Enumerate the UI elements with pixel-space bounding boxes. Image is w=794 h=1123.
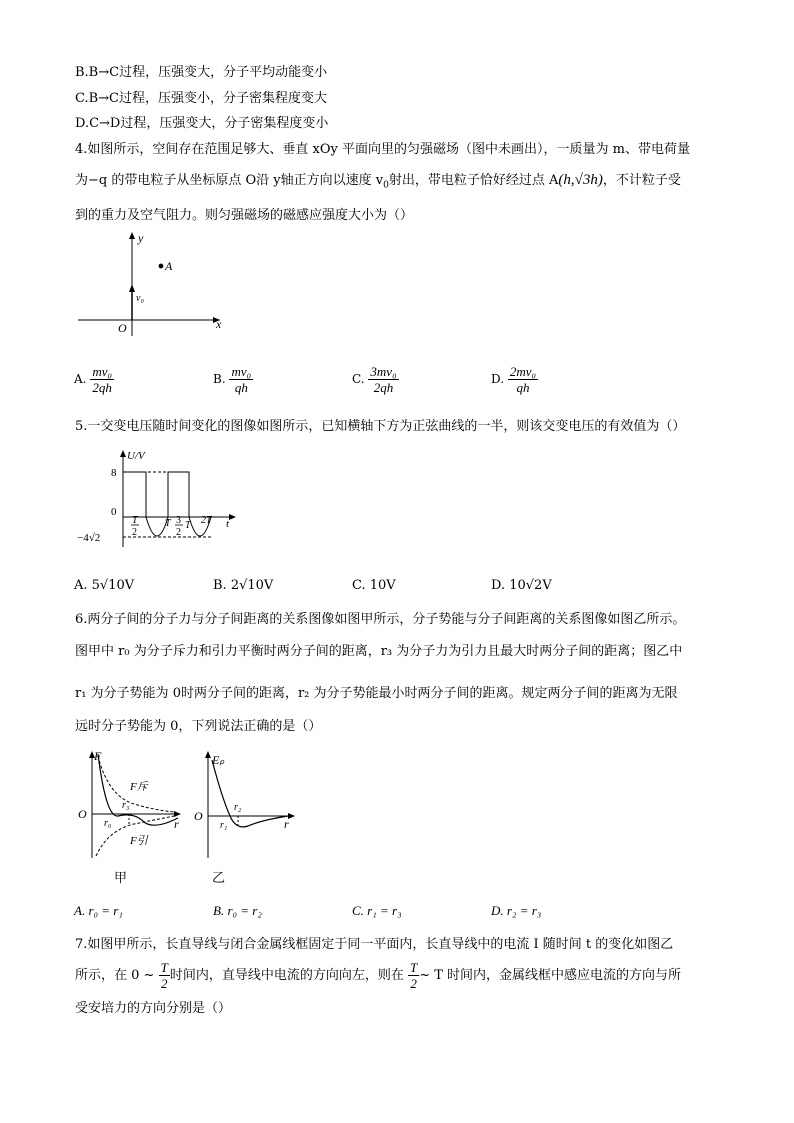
q4-fig-point: A: [165, 259, 173, 273]
q7-stem-line1: 7.如图甲所示，长直导线与闭合金属线框固定于同一平面内，长直导线中的电流 I 随时间 t 的变化如图乙: [75, 937, 674, 952]
q6-stem-line2: 图甲中 r₀ 为分子斥力和引力平衡时两分子间的距离，r₃ 为分子力为引力且最大时两分子间的距离；图乙中: [75, 644, 683, 659]
q5-figure: [75, 445, 245, 555]
q7-stem-line2: 所示，在 0 ~ $\frac{T}{2}$ 时间内，直导线中电流的方向向左，则在 $\frac{T}{2}$ ~ T 时间内，金属线框中感应电流的方向与所: [75, 960, 682, 991]
q5-option-b: B. 2√10V: [213, 578, 274, 593]
q6-figb-r1: r₁: [220, 820, 228, 831]
q4-fig-origin: O: [118, 321, 127, 335]
q6-figb-r2: r₂: [234, 802, 242, 813]
q6-option-c: C. r₁ = r₃: [352, 903, 402, 918]
q3-option-c: C.B→C过程，压强变小，分子密集程度变大: [75, 91, 328, 106]
q6-figa-r0: r₀: [104, 818, 112, 829]
q4-option-c: C. $\frac{\text{3mv₀}}{2qh}$: [352, 364, 397, 395]
q6-stem-line3: r₁ 为分子势能为 0时两分子间的距离，r₂ 为分子势能最小时两分子间的距离。规定两分子间的距离为无限: [75, 686, 678, 701]
q5-fig-t-three-den: 2: [176, 527, 181, 538]
q5-option-c: C. 10V: [352, 578, 396, 593]
q4-stem-line1: 4.如图所示，空间存在范围足够大、垂直 xOy 平面向里的匀强磁场（图中未画出），一质量为 m、带电荷量: [75, 142, 690, 157]
q4-fig-y: y: [138, 231, 144, 245]
q5-fig-t-three: 3: [176, 515, 181, 526]
q4-fig-x: x: [216, 317, 222, 331]
q5-fig-ylabel: U/V: [127, 450, 145, 462]
q5-fig-y8: 8: [111, 467, 117, 479]
q5-fig-t: t: [226, 518, 230, 530]
q5-fig-t-half-den: 2: [132, 527, 137, 538]
q6-figure-b: [192, 748, 304, 888]
q5-option-d: D. 10√2V: [491, 578, 552, 593]
q5-fig-t-three-T: T: [185, 520, 191, 531]
q5-fig-t-two: 2T: [201, 515, 212, 526]
q6-figb-O: O: [194, 809, 203, 823]
q7-stem-line3: 受安培力的方向分别是（）: [75, 1001, 232, 1016]
q6-figa-caption: 甲: [114, 870, 128, 885]
q4-option-a: A. $\frac{\text{mv₀}}{2qh}$: [74, 364, 112, 395]
q3-option-b: B.B→C过程，压强变大，分子平均动能变小: [75, 65, 328, 80]
q4-option-d: D. $\frac{\text{2mv₀}}{qh}$: [491, 364, 537, 395]
q6-figa-r: r: [174, 817, 179, 831]
q6-option-a: A. r₀ = r₁: [74, 903, 123, 918]
q6-stem-line4: 远时分子势能为 0，下列说法正确的是（）: [75, 719, 322, 734]
q6-option-b: B. r₀ = r₂: [213, 903, 262, 918]
q6-figb-caption: 乙: [212, 870, 226, 885]
q5-fig-yneg: −4√2: [77, 532, 101, 544]
q5-fig-t-one: T: [165, 518, 171, 529]
q6-figa-frepulsive: F斥: [130, 781, 148, 793]
q4-option-b: B. $\frac{\text{mv₀}}{qh}$: [213, 364, 252, 395]
q4-figure: [70, 228, 230, 338]
q3-option-d: D.C→D过程，压强变大，分子密集程度变小: [75, 116, 329, 131]
q6-figa-fattractive: F引: [130, 835, 148, 847]
q4-fig-velocity: v₀: [136, 293, 144, 304]
q6-figb-r: r: [284, 817, 289, 831]
q5-stem: 5.一交变电压随时间变化的图像如图所示，已知横轴下方为正弦曲线的一半，则该交变电压的有效值为（）: [75, 419, 686, 434]
q6-figa-r3: r₃: [122, 800, 130, 811]
q6-figa-F: F: [94, 749, 102, 763]
q6-figa-O: O: [78, 807, 87, 821]
q6-figure-a: [74, 748, 186, 888]
q5-fig-t-half: T: [132, 515, 138, 526]
q4-stem-line3: 到的重力及空气阻力。则匀强磁场的磁感应强度大小为（）: [75, 208, 414, 223]
q5-option-a: A. 5√10V: [74, 578, 135, 593]
q5-fig-y0: 0: [111, 506, 117, 518]
q4-stem-line2: 为−q 的带电粒子从坐标原点 O沿 y轴正方向以速度 $v_0$射出，带电粒子恰好经过点 A(h,√3h)，不计粒子受: [75, 172, 681, 191]
q6-option-d: D. r₂ = r₃: [491, 903, 542, 918]
q6-stem-line1: 6.两分子间的分子力与分子间距离的关系图像如图甲所示，分子势能与分子间距离的关系图像如图乙所示。: [75, 612, 686, 627]
q4-point-a: (h,√3h): [558, 172, 603, 188]
q6-figb-E: Eₚ: [212, 753, 225, 767]
